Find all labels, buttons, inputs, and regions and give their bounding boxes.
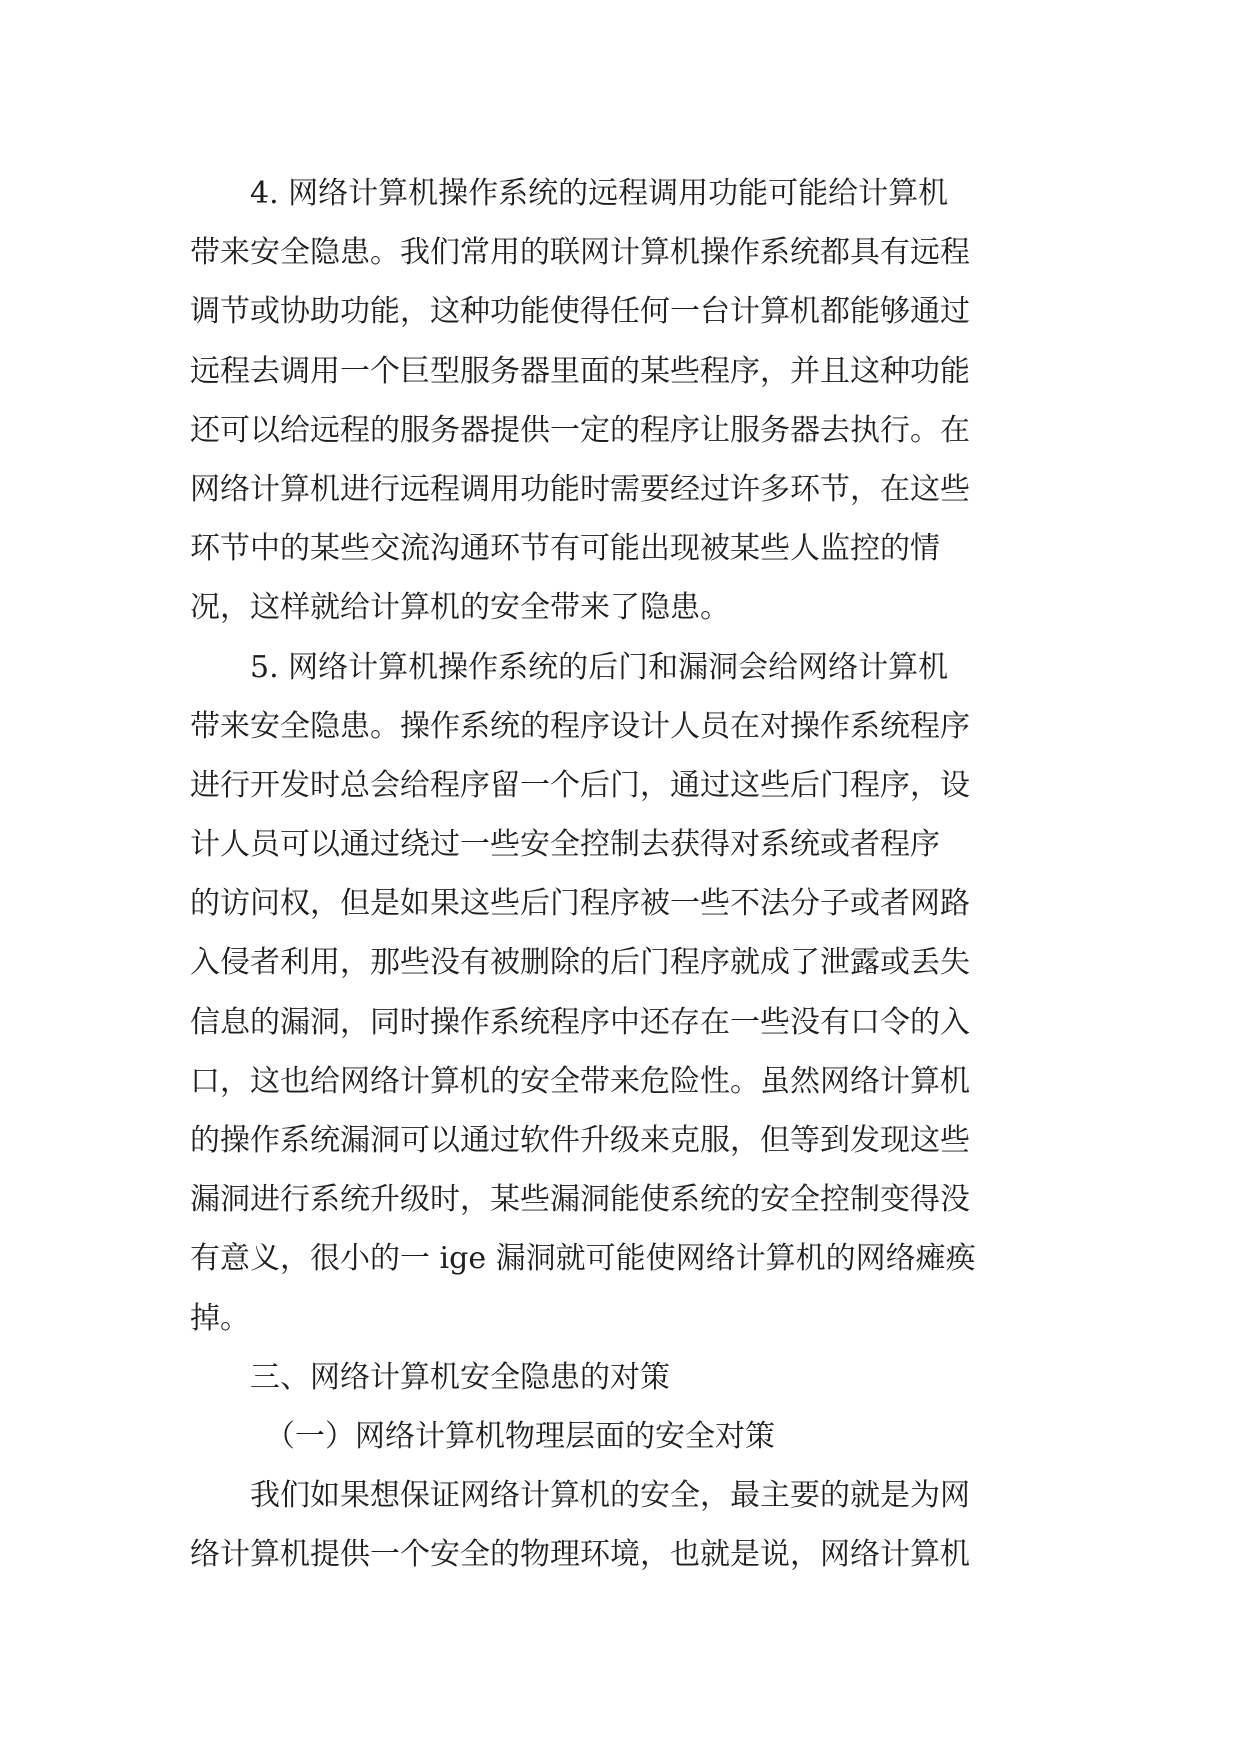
paragraph-5-line-7: 信息的漏洞，同时操作系统程序中还存在一些没有口令的入: [190, 1004, 970, 1040]
paragraph-5-line-3: 进行开发时总会给程序留一个后门，通过这些后门程序，设: [190, 767, 970, 803]
paragraph-5-line-9: 的操作系统漏洞可以通过软件升级来克服，但等到发现这些: [190, 1123, 970, 1158]
paragraph-5-line-8: 口，这也给网络计算机的安全带来危险性。虽然网络计算机: [190, 1063, 970, 1099]
paragraph-4-line-1: 4. 网络计算机操作系统的远程调用功能可能给计算机: [250, 176, 949, 211]
paragraph-5-line-2: 带来安全隐患。操作系统的程序设计人员在对操作系统程序: [190, 708, 970, 744]
paragraph-5-line-5: 的访问权，但是如果这些后门程序被一些不法分子或者网路: [190, 886, 970, 922]
paragraph-4-line-5: 还可以给远程的服务器提供一定的程序让服务器去执行。在: [190, 412, 970, 448]
document-body: [190, 164, 1070, 1585]
paragraph-5-line-12: 掉。: [190, 1300, 250, 1336]
paragraph-5-line-4: 计人员可以通过绕过一些安全控制去获得对系统或者程序: [190, 827, 940, 863]
section-heading: 三、网络计算机安全隐患的对策: [250, 1359, 670, 1395]
paragraph-4-line-4: 远程去调用一个巨型服务器里面的某些程序，并且这种功能: [190, 353, 970, 389]
paragraph-5-line-1: 5. 网络计算机操作系统的后门和漏洞会给网络计算机: [250, 649, 949, 685]
subsection-heading: （一）网络计算机物理层面的安全对策: [265, 1418, 775, 1454]
paragraph-5-line-11: 有意义，很小的一 ige 漏洞就可能使网络计算机的网络瘫痪: [190, 1241, 976, 1277]
paragraph-6-line-1: 我们如果想保证网络计算机的安全，最主要的就是为网: [250, 1478, 970, 1514]
paragraph-4-line-2: 带来安全隐患。我们常用的联网计算机操作系统都具有远程: [190, 235, 970, 271]
paragraph-5-line-10: 漏洞进行系统升级时，某些漏洞能使系统的安全控制变得没: [190, 1182, 970, 1218]
paragraph-4-line-8: 况，这样就给计算机的安全带来了隐患。: [190, 590, 730, 626]
paragraph-5-line-6: 入侵者利用，那些没有被删除的后门程序就成了泄露或丢失: [190, 945, 970, 981]
paragraph-4-line-6: 网络计算机进行远程调用功能时需要经过许多环节，在这些: [190, 471, 970, 507]
paragraph-4-line-3: 调节或协助功能，这种功能使得任何一台计算机都能够通过: [190, 294, 970, 330]
paragraph-6-line-2: 络计算机提供一个安全的物理环境，也就是说，网络计算机: [190, 1537, 970, 1573]
paragraph-4-line-7: 环节中的某些交流沟通环节有可能出现被某些人监控的情: [190, 531, 940, 567]
